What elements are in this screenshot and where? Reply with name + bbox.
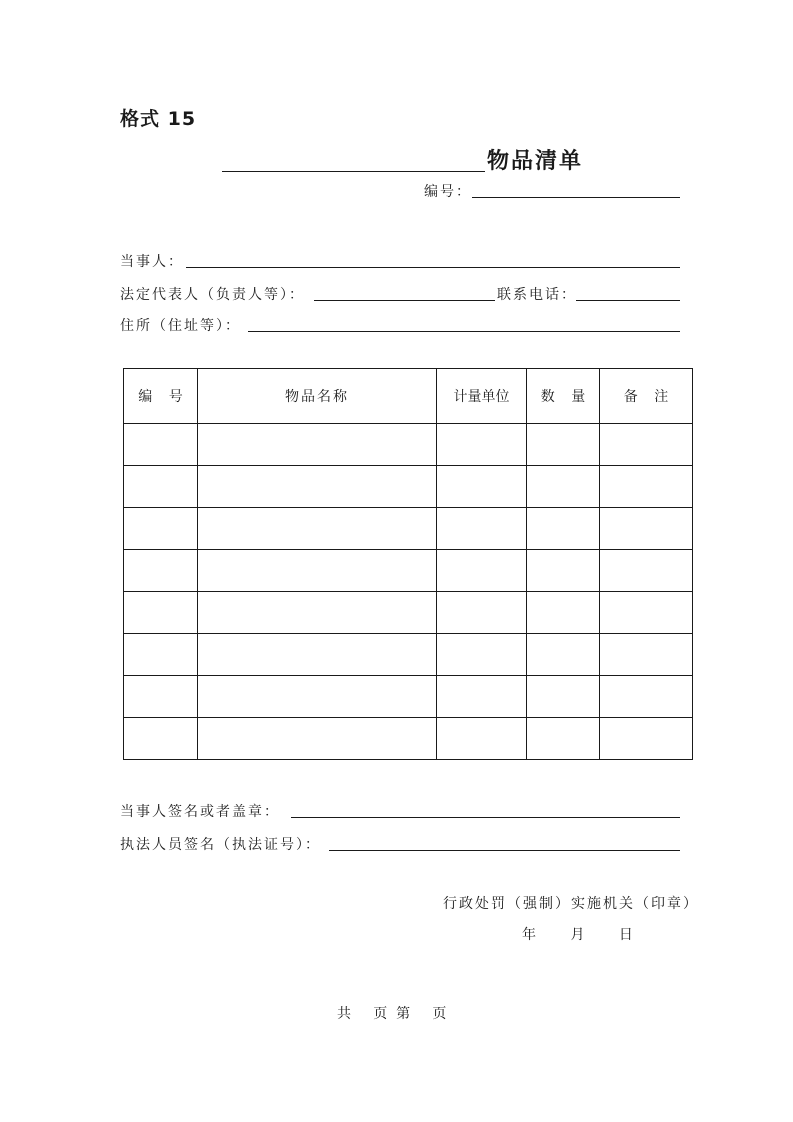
cell-remarks[interactable] [600,676,693,718]
cell-number[interactable] [124,508,198,550]
cell-number[interactable] [124,676,198,718]
number-label: 编号： [424,184,472,200]
cell-quantity[interactable] [527,466,600,508]
phone-field-line[interactable] [576,300,680,301]
cell-number[interactable] [124,634,198,676]
cell-number[interactable] [124,592,198,634]
page-count: 共 页 第 页 [337,1006,447,1022]
header-item-name: 物品名称 [198,369,437,424]
cell-remarks[interactable] [600,718,693,760]
title-blank-line[interactable] [222,171,485,172]
cell-item-name[interactable] [198,424,437,466]
cell-unit[interactable] [437,592,527,634]
cell-unit[interactable] [437,424,527,466]
authority-seal-label: 行政处罚（强制）实施机关（印章） [443,896,699,912]
cell-quantity[interactable] [527,718,600,760]
table-row [124,508,693,550]
cell-item-name[interactable] [198,718,437,760]
table-header-row [124,369,693,424]
party-field-line[interactable] [186,267,680,268]
table-row [124,592,693,634]
header-number: 编 号 [124,369,198,424]
table-row [124,550,693,592]
cell-remarks[interactable] [600,466,693,508]
address-field-line[interactable] [248,331,680,332]
table-row [124,676,693,718]
cell-number[interactable] [124,550,198,592]
header-unit: 计量单位 [437,369,527,424]
cell-unit[interactable] [437,550,527,592]
officer-signature-label: 执法人员签名（执法证号）： [120,837,321,853]
officer-signature-line[interactable] [329,850,680,851]
party-signature-line[interactable] [291,817,680,818]
cell-quantity[interactable] [527,508,600,550]
cell-unit[interactable] [437,508,527,550]
header-quantity: 数 量 [527,369,600,424]
cell-remarks[interactable] [600,424,693,466]
table-row [124,718,693,760]
number-field-line[interactable] [472,197,680,198]
cell-item-name[interactable] [198,508,437,550]
cell-number[interactable] [124,466,198,508]
cell-quantity[interactable] [527,676,600,718]
cell-item-name[interactable] [198,466,437,508]
table-row [124,466,693,508]
legal-rep-field-line[interactable] [314,300,495,301]
cell-remarks[interactable] [600,550,693,592]
phone-label: 联系电话： [497,287,577,303]
cell-quantity[interactable] [527,424,600,466]
cell-remarks[interactable] [600,508,693,550]
cell-unit[interactable] [437,676,527,718]
header-remarks: 备 注 [600,369,693,424]
date-label: 年 月 日 [522,927,633,943]
cell-item-name[interactable] [198,634,437,676]
cell-remarks[interactable] [600,592,693,634]
cell-remarks[interactable] [600,634,693,676]
cell-number[interactable] [124,424,198,466]
party-signature-label: 当事人签名或者盖章： [120,804,280,820]
cell-unit[interactable] [437,466,527,508]
cell-number[interactable] [124,718,198,760]
cell-quantity[interactable] [527,550,600,592]
items-table [123,368,693,760]
cell-unit[interactable] [437,718,527,760]
cell-item-name[interactable] [198,676,437,718]
cell-item-name[interactable] [198,550,437,592]
party-label: 当事人： [120,254,184,270]
document-title: 物品清单 [487,149,584,174]
address-label: 住所（住址等）： [120,318,241,334]
cell-item-name[interactable] [198,592,437,634]
legal-rep-label: 法定代表人（负责人等）： [120,287,305,303]
cell-quantity[interactable] [527,634,600,676]
format-label: 格式 15 [120,108,197,130]
table-row [124,424,693,466]
cell-quantity[interactable] [527,592,600,634]
table-row [124,634,693,676]
cell-unit[interactable] [437,634,527,676]
